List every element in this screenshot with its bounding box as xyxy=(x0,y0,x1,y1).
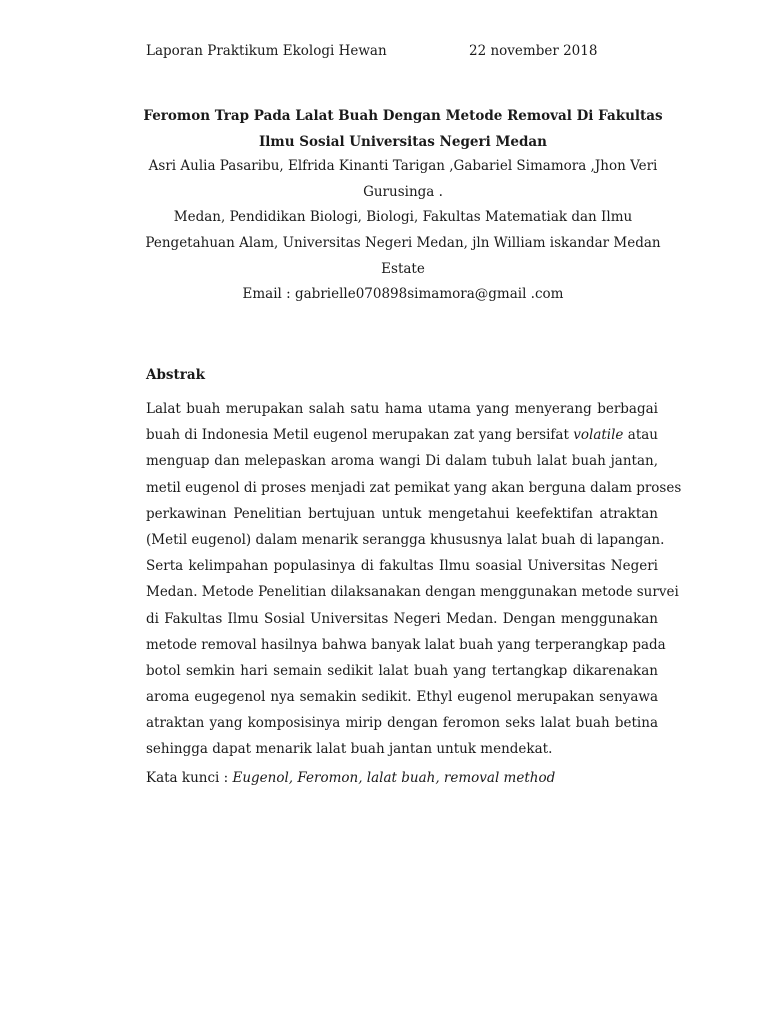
abstract-line: sehingga dapat menarik lalat buah jantan untuk mendekat. xyxy=(146,741,553,758)
abstract-line-text: buah di Indonesia Metil eugenol merupakan zat yang bersifat xyxy=(146,427,569,444)
abstract-line-tail: atau xyxy=(627,427,658,444)
keywords xyxy=(146,770,555,786)
abstract-line: Medan. Metode Penelitian dilaksanakan dengan menggunakan metode survei xyxy=(146,584,679,601)
abstract-line: di Fakultas Ilmu Sosial Universitas Negeri Medan. Dengan menggunakan xyxy=(146,610,658,627)
author-list-line-2: Gurusinga . xyxy=(363,184,443,200)
keywords-label: Kata kunci : xyxy=(146,770,233,786)
abstract-line: Lalat buah merupakan salah satu hama utama yang menyerang berbagai xyxy=(146,401,658,417)
affiliation-line-2: Pengetahuan Alam, Universitas Negeri Medan, jln William iskandar Medan xyxy=(145,235,661,251)
abstract-line: metode removal hasilnya bahwa banyak lalat buah yang terperangkap pada xyxy=(146,636,666,653)
keywords-values: Eugenol, Feromon, lalat buah, removal method xyxy=(232,770,556,786)
abstract-heading: Abstrak xyxy=(146,367,205,383)
paper-title xyxy=(138,103,668,155)
abstract-line: botol semkin hari semain sedikit lalat buah yang tertangkap dikarenakan xyxy=(146,662,658,679)
abstract-line: aroma eugegenol nya semakin sedikit. Ethyl eugenol merupakan senyawa xyxy=(146,689,658,706)
abstract-line: metil eugenol di proses menjadi zat pemikat yang akan berguna dalam proses xyxy=(146,479,682,496)
abstract-line: (Metil eugenol) dalam menarik serangga khususnya lalat buah di lapangan. xyxy=(146,531,665,548)
abstract-line xyxy=(146,422,658,448)
affiliation xyxy=(138,204,668,282)
running-header-course: Laporan Praktikum Ekologi Hewan xyxy=(146,43,387,59)
affiliation-line-1: Medan, Pendidikan Biologi, Biologi, Fakultas Matematiak dan Ilmu xyxy=(173,209,633,225)
paper-title-line-2: Ilmu Sosial Universitas Negeri Medan xyxy=(258,134,547,150)
affiliation-line-3: Estate xyxy=(381,261,425,277)
author-list-line-1: Asri Aulia Pasaribu, Elfrida Kinanti Tarigan ,Gabariel Simamora ,Jhon Veri xyxy=(148,158,658,174)
abstract-italic-term: volatile xyxy=(573,427,624,444)
paper-title-line-1: Feromon Trap Pada Lalat Buah Dengan Metode Removal Di Fakultas xyxy=(143,108,663,124)
abstract-line: perkawinan Penelitian bertujuan untuk mengetahui keefektifan atraktan xyxy=(146,505,658,522)
author-list xyxy=(138,153,668,205)
abstract-line: Serta kelimpahan populasinya di fakultas Ilmu soasial Universitas Negeri xyxy=(146,558,658,575)
abstract-line: menguap dan melepaskan aroma wangi Di dalam tubuh lalat buah jantan, xyxy=(146,453,658,470)
running-header-date: 22 november 2018 xyxy=(469,43,598,59)
contact-email: Email : gabrielle070898simamora@gmail .com xyxy=(242,286,564,302)
abstract-line: atraktan yang komposisinya mirip dengan feromon seks lalat buah betina xyxy=(146,715,658,732)
abstract-body xyxy=(146,396,682,763)
